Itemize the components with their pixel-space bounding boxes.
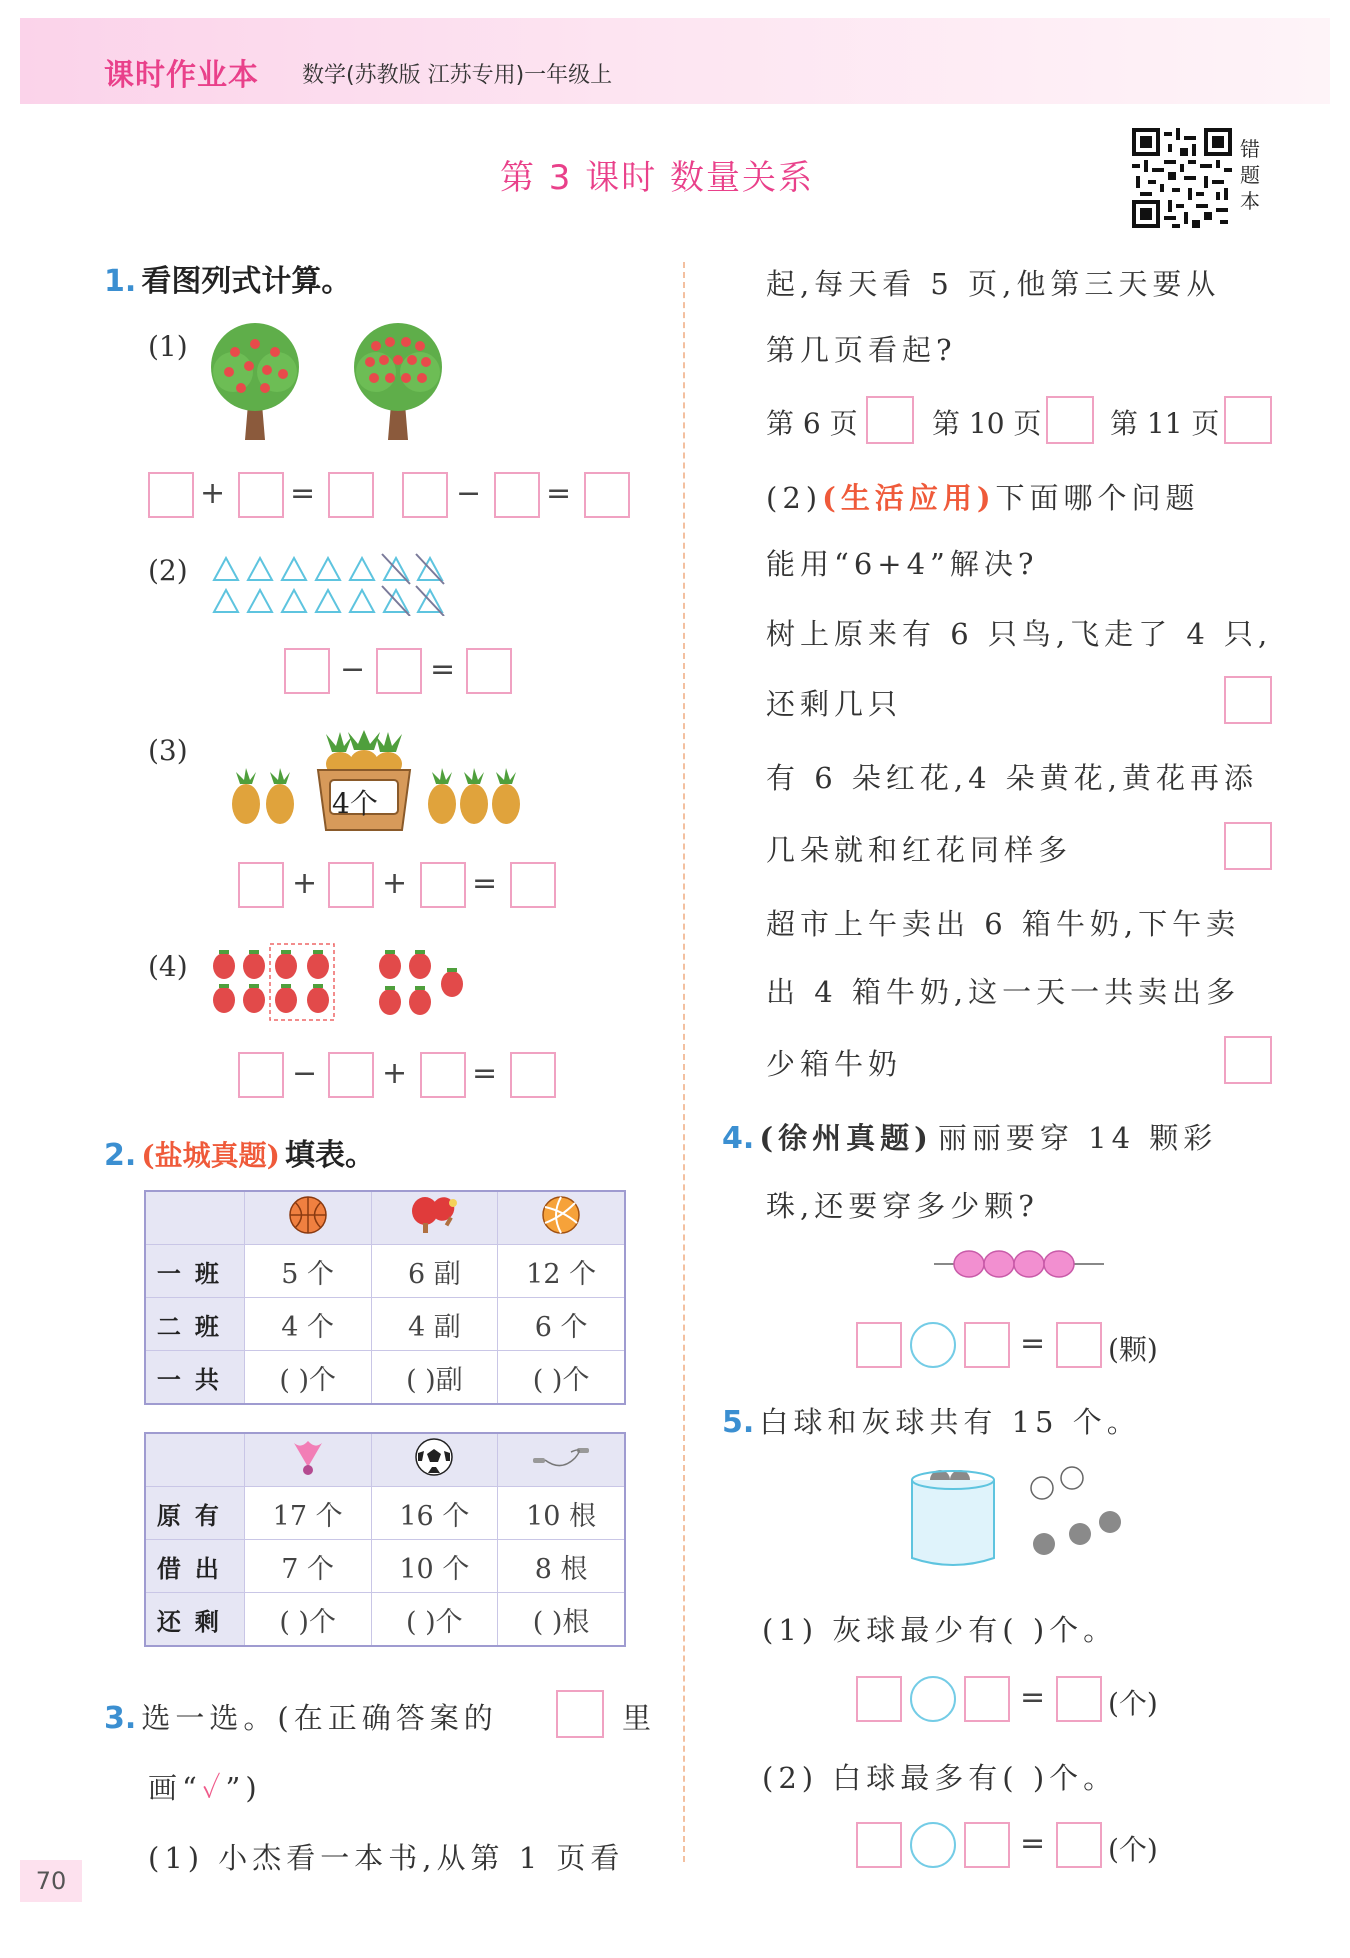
answer-box[interactable] — [284, 648, 330, 694]
choice-text: 出 4 箱牛奶,这一天一共卖出多 — [766, 975, 1241, 1009]
volleyball-icon — [541, 1195, 581, 1235]
equals-sign: = — [1020, 1680, 1046, 1715]
strawberries-group-icon — [210, 942, 338, 1022]
table-cell: 16 个 — [371, 1487, 498, 1540]
q5-heading — [722, 1400, 1141, 1441]
equals-sign: = — [430, 652, 456, 687]
answer-box[interactable] — [510, 862, 556, 908]
choice-text: 有 6 朵红花,4 朵黄花,黄花再添 — [766, 761, 1258, 795]
table-cell: 8 根 — [498, 1540, 625, 1593]
option-page-10: 第 10 页 — [932, 407, 1042, 440]
answer-box[interactable] — [1056, 1822, 1102, 1868]
answer-box[interactable] — [510, 1052, 556, 1098]
table-row — [145, 1245, 625, 1298]
q5-part1: (1) 灰球最少有( )个。 — [762, 1613, 1118, 1647]
table-row — [145, 1593, 625, 1647]
q2-number: 2. — [104, 1138, 137, 1173]
corner-cell — [145, 1433, 244, 1487]
answer-cell[interactable]: ( )个 — [498, 1351, 625, 1405]
q4-number: 4. — [722, 1121, 755, 1156]
shuttlecock-header — [244, 1433, 371, 1487]
strawberries-icon — [376, 948, 468, 1020]
answer-cell[interactable]: ( )副 — [371, 1351, 498, 1405]
plus-sign: + — [382, 866, 408, 901]
table-row — [145, 1487, 625, 1540]
answer-box[interactable] — [148, 472, 194, 518]
q1-part2-label: (2) — [148, 554, 188, 587]
brand-title: 课时作业本 — [104, 58, 259, 93]
answer-box[interactable] — [964, 1822, 1010, 1868]
unit-label: (颗) — [1108, 1333, 1158, 1366]
answer-box[interactable] — [964, 1322, 1010, 1368]
equals-sign: = — [1020, 1826, 1046, 1861]
answer-box[interactable] — [584, 472, 630, 518]
answer-box[interactable] — [238, 862, 284, 908]
operator-circle[interactable] — [910, 1822, 956, 1868]
row-label: 一班 — [145, 1245, 244, 1298]
q3-part1-line3: 第几页看起? — [766, 333, 957, 367]
choice-text: 树上原来有 6 只鸟,飞走了 4 只, — [766, 617, 1273, 651]
ping-pong-paddles-icon — [409, 1195, 459, 1235]
pingpong-header — [371, 1191, 498, 1245]
unit-label: (个) — [1108, 1833, 1158, 1866]
q3-part1-line2: 起,每天看 5 页,他第三天要从 — [766, 267, 1221, 301]
book-subtitle: 数学(苏教版 江苏专用)一年级上 — [302, 63, 613, 88]
choice-text: 还剩几只 — [766, 687, 903, 721]
answer-cell[interactable]: ( )个 — [371, 1593, 498, 1647]
table-cell: 5 个 — [244, 1245, 371, 1298]
choice-checkbox[interactable] — [1224, 1036, 1272, 1084]
basketball-header — [244, 1191, 371, 1245]
table-row — [145, 1540, 625, 1593]
page-number: 70 — [20, 1860, 82, 1902]
answer-box[interactable] — [328, 862, 374, 908]
choice-text: 少箱牛奶 — [766, 1047, 903, 1081]
q2-title: 填表。 — [284, 1138, 375, 1173]
equals-sign: = — [1020, 1326, 1046, 1361]
answer-box[interactable] — [328, 1052, 374, 1098]
cup-with-balls-icon — [908, 1462, 998, 1568]
jumprope-header — [498, 1433, 625, 1487]
q2-heading — [104, 1130, 375, 1174]
q1-part1-label: (1) — [148, 330, 188, 363]
unit-label: (个) — [1108, 1687, 1158, 1720]
answer-box[interactable] — [466, 648, 512, 694]
q3-part2-text: 下面哪个问题 — [995, 481, 1200, 515]
table-header-row — [145, 1191, 625, 1245]
answer-box[interactable] — [376, 648, 422, 694]
plus-sign: + — [292, 866, 318, 901]
answer-box[interactable] — [494, 472, 540, 518]
answer-box[interactable] — [420, 1052, 466, 1098]
q4-heading — [722, 1116, 1217, 1157]
q3-heading — [104, 1696, 498, 1737]
triangles-figure — [212, 552, 452, 616]
table-cell: 12 个 — [498, 1245, 625, 1298]
basketball-icon — [288, 1195, 328, 1235]
row-label: 二班 — [145, 1298, 244, 1351]
answer-box[interactable] — [856, 1822, 902, 1868]
basket-label: 4个 — [332, 787, 378, 820]
table-row — [145, 1298, 625, 1351]
operator-circle[interactable] — [910, 1676, 956, 1722]
equals-sign: = — [546, 476, 572, 511]
table-cell: 10 根 — [498, 1487, 625, 1540]
table-row — [145, 1351, 625, 1405]
apple-tree-icon — [205, 322, 305, 444]
q3-part2-tag: (生活应用) — [822, 481, 996, 515]
option-checkbox[interactable] — [1224, 396, 1272, 444]
table-cell: 6 副 — [371, 1245, 498, 1298]
corner-cell — [145, 1191, 244, 1245]
table-cell: 4 个 — [244, 1298, 371, 1351]
qr-label: 错题本 — [1240, 137, 1260, 213]
table-class-items — [144, 1190, 626, 1405]
table-lending-items — [144, 1432, 626, 1647]
q2-source-tag: (盐城真题) — [141, 1139, 280, 1172]
table-cell: 4 副 — [371, 1298, 498, 1351]
quote-close: ”) — [225, 1771, 262, 1805]
table-header-row — [145, 1433, 625, 1487]
row-label: 一共 — [145, 1351, 244, 1405]
q4-line2: 珠,还要穿多少颗? — [766, 1189, 1039, 1223]
q1-title: 看图列式计算。 — [141, 264, 352, 299]
answer-cell[interactable]: ( )个 — [244, 1593, 371, 1647]
q3-part1-line1: (1) 小杰看一本书,从第 1 页看 — [148, 1841, 625, 1875]
q1-number: 1. — [104, 264, 137, 299]
quote-open: 画“ — [148, 1771, 202, 1805]
q5-title: 白球和灰球共有 15 个。 — [759, 1405, 1141, 1439]
apple-tree-icon — [348, 322, 448, 444]
soccer-ball-icon — [414, 1437, 454, 1477]
pineapples-icon — [228, 766, 298, 826]
equals-sign: = — [472, 866, 498, 901]
minus-sign: − — [292, 1056, 318, 1091]
table-cell: 7 个 — [244, 1540, 371, 1593]
q5-part2: (2) 白球最多有( )个。 — [762, 1761, 1118, 1795]
answer-box[interactable] — [328, 472, 374, 518]
answer-cell[interactable]: ( )个 — [244, 1351, 371, 1405]
q1-heading — [104, 256, 351, 300]
answer-box[interactable] — [856, 1676, 902, 1722]
loose-balls-icon — [1026, 1462, 1130, 1558]
table-cell: 6 个 — [498, 1298, 625, 1351]
qr-code-icon[interactable] — [1132, 128, 1232, 228]
answer-box[interactable] — [856, 1322, 902, 1368]
check-mark-icon: ✓ — [201, 1771, 226, 1805]
q3-instruction-tail: 里 — [622, 1701, 657, 1735]
choice-checkbox[interactable] — [1224, 822, 1272, 870]
equals-sign: = — [290, 476, 316, 511]
shuttlecock-icon — [288, 1437, 328, 1477]
q3-part2-heading — [766, 476, 1200, 517]
minus-sign: − — [456, 476, 482, 511]
q3-number: 3. — [104, 1701, 137, 1736]
table-cell: 17 个 — [244, 1487, 371, 1540]
beads-string-icon — [934, 1244, 1104, 1284]
q3-instruction: 选一选。(在正确答案的 — [141, 1701, 498, 1735]
football-header — [371, 1433, 498, 1487]
plus-sign: + — [382, 1056, 408, 1091]
table-cell: 10 个 — [371, 1540, 498, 1593]
answer-box[interactable] — [1056, 1322, 1102, 1368]
option-checkbox[interactable] — [1046, 396, 1094, 444]
row-label: 还剩 — [145, 1593, 244, 1647]
answer-box[interactable] — [238, 472, 284, 518]
equals-sign: = — [472, 1056, 498, 1091]
q4-source-tag: (徐州真题) — [759, 1121, 933, 1155]
operator-circle[interactable] — [910, 1322, 956, 1368]
column-divider — [683, 262, 685, 1862]
pineapples-icon — [424, 766, 524, 826]
option-checkbox[interactable] — [866, 396, 914, 444]
answer-box[interactable] — [420, 862, 466, 908]
option-page-6: 第 6 页 — [766, 407, 858, 440]
answer-box[interactable] — [1056, 1676, 1102, 1722]
minus-sign: − — [340, 652, 366, 687]
answer-box[interactable] — [238, 1052, 284, 1098]
q1-part3-label: (3) — [148, 734, 188, 767]
answer-cell[interactable]: ( )根 — [498, 1593, 625, 1647]
q3-instruction-line2 — [148, 1766, 262, 1807]
plus-sign: + — [200, 476, 226, 511]
option-page-11: 第 11 页 — [1110, 407, 1220, 440]
answer-box[interactable] — [964, 1676, 1010, 1722]
choice-text: 几朵就和红花同样多 — [766, 833, 1073, 867]
choice-checkbox[interactable] — [1224, 676, 1272, 724]
q3-part2-line2: 能用“6+4”解决? — [766, 547, 1039, 581]
q4-line1: 丽丽要穿 14 颗彩 — [937, 1121, 1218, 1155]
q3-part2-label: (2) — [766, 481, 823, 515]
q5-number: 5. — [722, 1405, 755, 1440]
choice-text: 超市上午卖出 6 箱牛奶,下午卖 — [766, 907, 1241, 941]
row-label: 原有 — [145, 1487, 244, 1540]
answer-box[interactable] — [402, 472, 448, 518]
q1-part4-label: (4) — [148, 950, 188, 983]
lesson-title: 第 3 课时 数量关系 — [500, 158, 815, 198]
row-label: 借出 — [145, 1540, 244, 1593]
checkbox-sample — [556, 1690, 604, 1738]
jump-rope-icon — [531, 1442, 591, 1472]
volleyball-header — [498, 1191, 625, 1245]
